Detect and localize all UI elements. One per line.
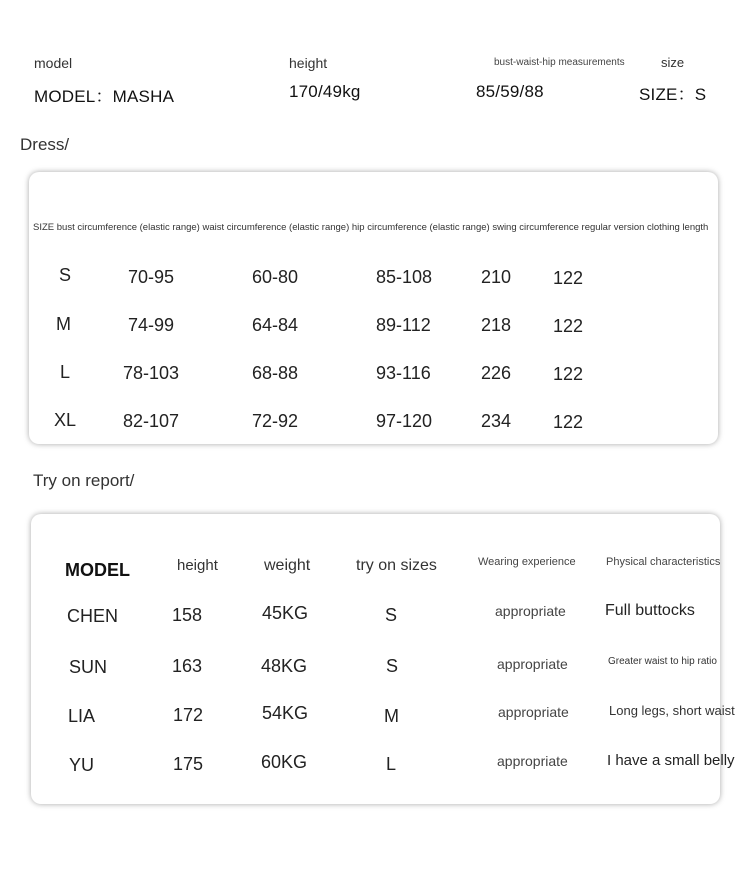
weight-cell: 54KG bbox=[262, 703, 309, 723]
dress-section-title: Dress/ bbox=[20, 135, 70, 154]
dress-size-card bbox=[29, 172, 718, 444]
bust-cell: 78-103 bbox=[123, 363, 180, 383]
experience-cell: appropriate bbox=[498, 704, 569, 720]
hip-cell: 93-116 bbox=[376, 363, 431, 383]
height-cell: 175 bbox=[173, 754, 204, 774]
measurements-label: bust-waist-hip measurements bbox=[494, 57, 625, 68]
characteristics-cell: Greater waist to hip ratio bbox=[608, 656, 717, 667]
height-cell: 158 bbox=[172, 605, 203, 625]
height-label: height bbox=[289, 55, 328, 71]
size-cell: S bbox=[59, 265, 72, 285]
swing-cell: 210 bbox=[481, 267, 512, 287]
characteristics-cell: Full buttocks bbox=[605, 602, 695, 619]
swing-cell: 234 bbox=[481, 411, 512, 431]
experience-cell: appropriate bbox=[495, 603, 566, 619]
waist-cell: 60-80 bbox=[252, 267, 299, 287]
bust-cell: 74-99 bbox=[128, 315, 175, 335]
try-on-header-model: MODEL bbox=[65, 560, 130, 580]
weight-cell: 60KG bbox=[261, 752, 308, 772]
model-cell: CHEN bbox=[67, 606, 119, 626]
length-cell: 122 bbox=[553, 364, 584, 384]
hip-cell: 97-120 bbox=[376, 411, 433, 431]
swing-cell: 226 bbox=[481, 363, 512, 383]
try-on-section-title: Try on report/ bbox=[33, 471, 135, 490]
size-cell: XL bbox=[54, 410, 77, 430]
experience-cell: appropriate bbox=[497, 753, 568, 769]
size-label: size bbox=[661, 55, 685, 70]
characteristics-cell: Long legs, short waist bbox=[609, 703, 735, 718]
characteristics-cell: I have a small belly bbox=[607, 752, 735, 769]
weight-cell: 48KG bbox=[261, 656, 308, 676]
waist-cell: 68-88 bbox=[252, 363, 299, 383]
try-on-header-experience: Wearing experience bbox=[478, 556, 576, 568]
try-on-header-sizes: try on sizes bbox=[356, 557, 437, 574]
size-cell: S bbox=[386, 656, 399, 676]
length-cell: 122 bbox=[553, 412, 584, 432]
experience-cell: appropriate bbox=[497, 656, 568, 672]
model-label: model bbox=[34, 55, 73, 71]
size-cell: M bbox=[384, 706, 399, 726]
model-measurements-value: 85/59/88 bbox=[476, 82, 544, 101]
hip-cell: 85-108 bbox=[376, 267, 433, 287]
model-cell: SUN bbox=[69, 657, 108, 677]
model-size-value: SIZE：S bbox=[639, 85, 707, 104]
try-on-header-height: height bbox=[177, 557, 218, 574]
weight-cell: 45KG bbox=[262, 603, 309, 623]
hip-cell: 89-112 bbox=[376, 315, 431, 335]
model-cell: YU bbox=[69, 755, 95, 775]
height-cell: 163 bbox=[172, 656, 203, 676]
height-cell: 172 bbox=[173, 705, 204, 725]
waist-cell: 72-92 bbox=[252, 411, 299, 431]
size-cell: M bbox=[56, 314, 71, 334]
model-height-value: 170/49kg bbox=[289, 82, 361, 101]
swing-cell: 218 bbox=[481, 315, 512, 335]
size-cell: L bbox=[60, 362, 71, 382]
model-cell: LIA bbox=[68, 706, 96, 726]
try-on-header-characteristics: Physical characteristics bbox=[606, 556, 721, 568]
bust-cell: 70-95 bbox=[128, 267, 175, 287]
size-cell: L bbox=[386, 754, 397, 774]
length-cell: 122 bbox=[553, 268, 584, 288]
bust-cell: 82-107 bbox=[123, 411, 180, 431]
waist-cell: 64-84 bbox=[252, 315, 299, 335]
dress-table-header: SIZE bust circumference (elastic range) waist circumference (elastic range) hip circumference (elastic range) swing circumference regular version clothing length bbox=[33, 222, 709, 233]
model-name-value: MODEL：MASHA bbox=[34, 87, 175, 106]
length-cell: 122 bbox=[553, 316, 584, 336]
try-on-header-weight: weight bbox=[264, 557, 311, 574]
size-cell: S bbox=[385, 605, 398, 625]
